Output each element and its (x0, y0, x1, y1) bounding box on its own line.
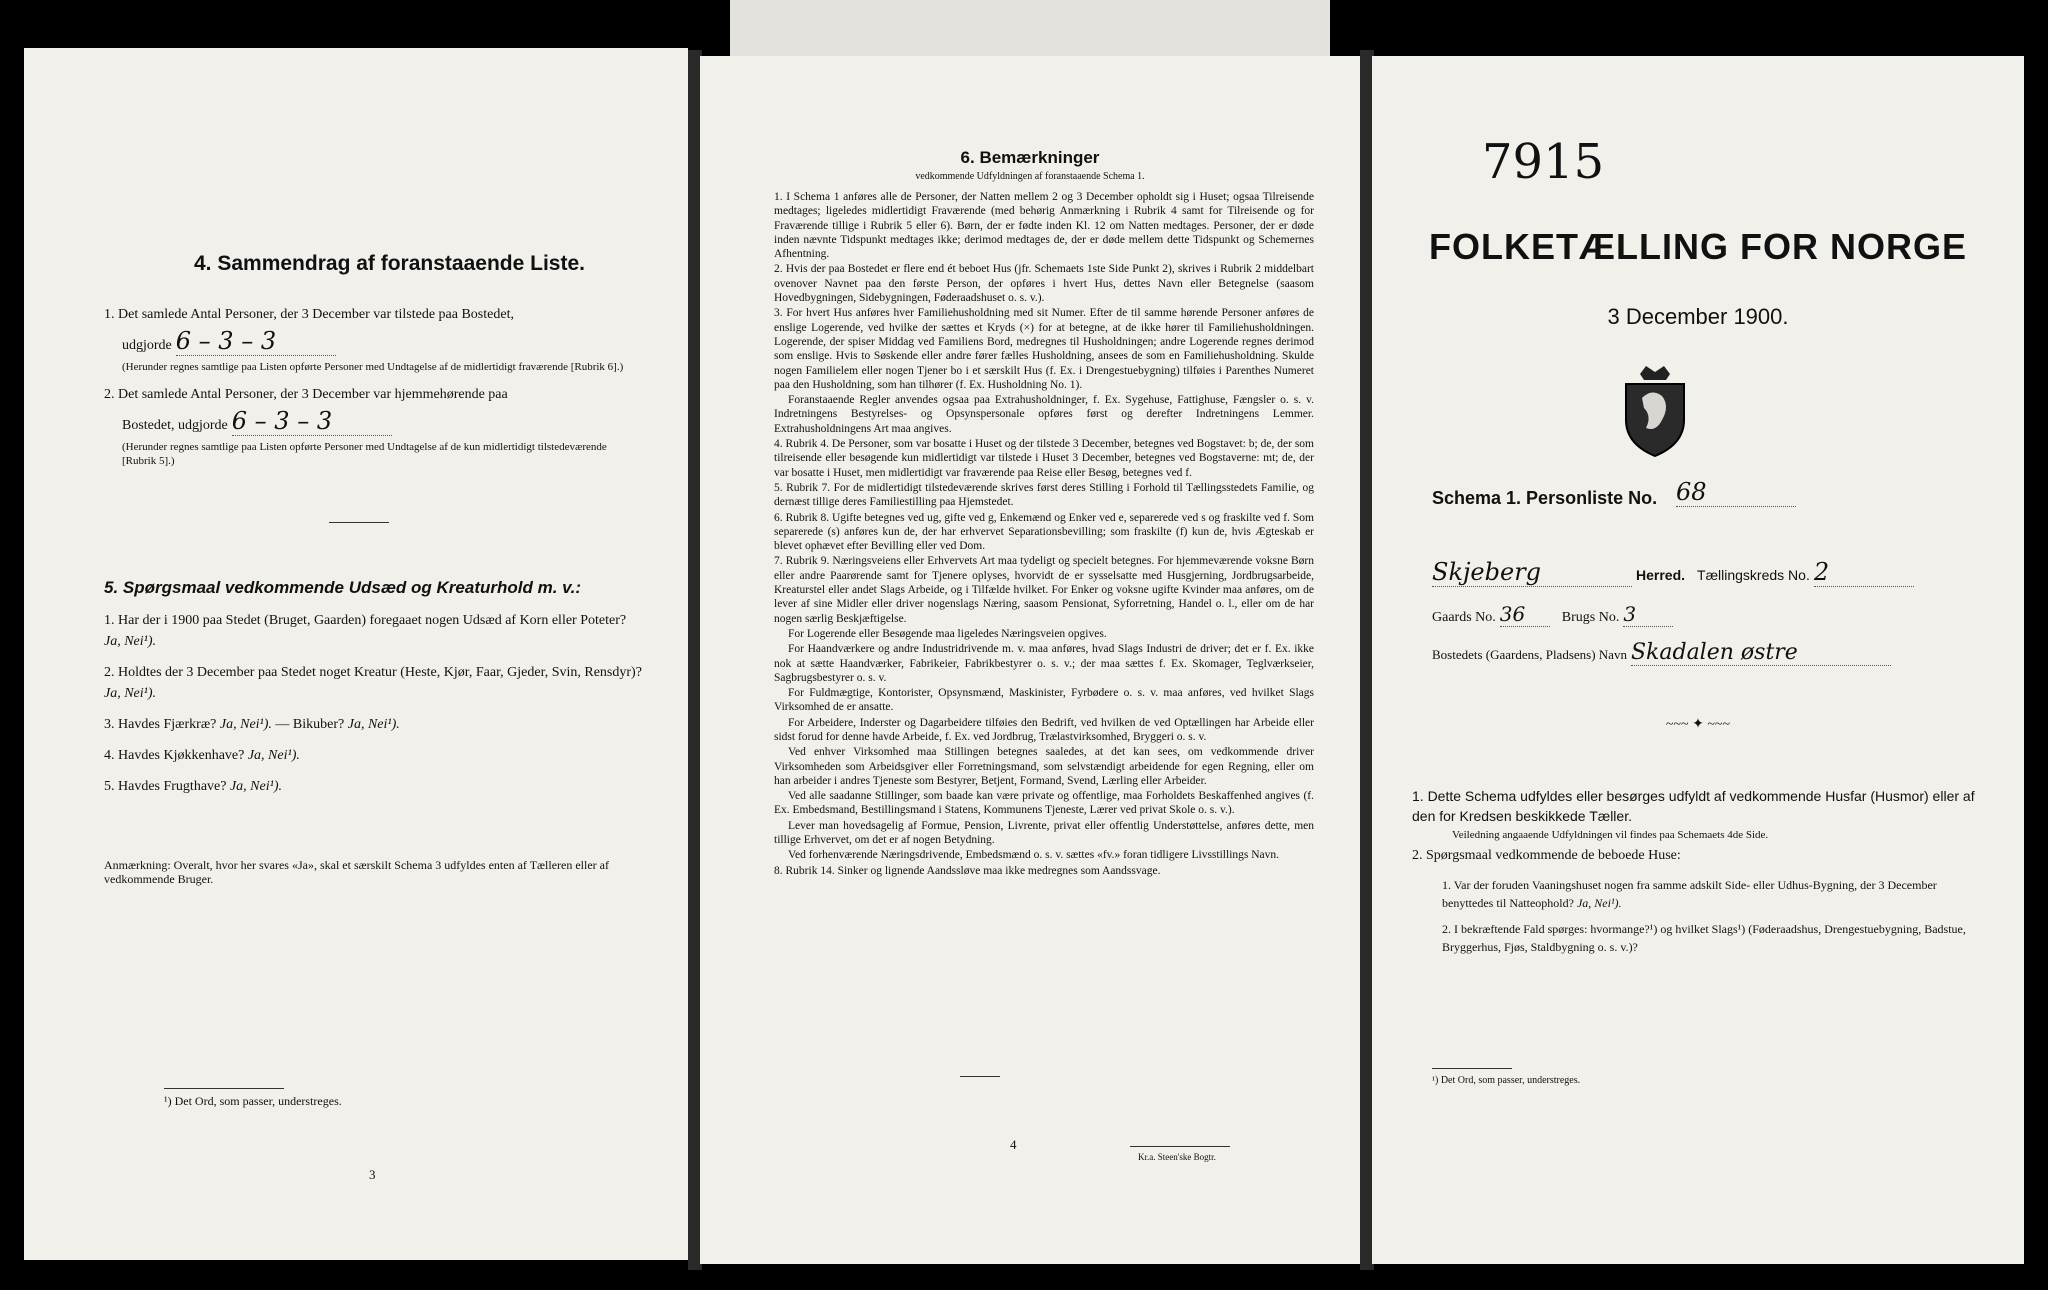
remark-paragraph: For Logerende eller Besøgende maa ligeledes Næringsveien opgives. (788, 627, 1107, 640)
end-rule (960, 1076, 1000, 1077)
gaards-value: 36 (1500, 602, 1550, 627)
printer-mark: Kr.a. Steen'ske Bogtr. (1138, 1152, 1216, 1162)
section-5-questions (104, 610, 644, 807)
question-2-text: 2. Holdtes der 3 December paa Stedet noget Kreatur (Heste, Kjør, Faar, Gjeder, Svin, Rensdyr)? (104, 665, 642, 680)
question-5-text: 5. Havdes Frugthave? (104, 779, 227, 794)
instruction-2-2: 2. I bekræftende Fald spørges: hvormange?¹) og hvilket Slags¹) (Føderaadshus, Drengestuebygning, Badstue, Bryggerhus, Fjøs, Staldbygning o. s. v.)? (1442, 922, 1966, 954)
instruction-1-sub: Veiledning angaaende Udfyldningen vil findes paa Schemaets 4de Side. (1452, 829, 1769, 841)
item-1-value: 6 – 3 – 3 (176, 327, 336, 356)
remark-paragraph: 8. Rubrik 14. Sinker og lignende Aandssløve maa ikke medregnes som Aandssvage. (774, 864, 1161, 877)
footnote-rule (164, 1088, 284, 1089)
remark-paragraph: 5. Rubrik 7. For de midlertidigt tilstedeværende skrives først deres Stilling i Forhold til Tællingsstedets Familie, og dernæst tillige deres Familiestilling paa Hjemstedet. (774, 481, 1314, 509)
handwritten-number: 7915 (1482, 134, 1605, 190)
instructions (1412, 786, 1982, 956)
page-number-4: 4 (1010, 1137, 1017, 1152)
question-2 (104, 662, 644, 704)
question-2-answer: Ja, Nei¹). (104, 686, 157, 701)
item-2-note: (Herunder regnes samtlige paa Listen opførte Personer med Undtagelse af de kun midlertidigt tilstedeværende [Rubrik 5].) (122, 441, 607, 467)
section-5-title: 5. Spørgsmaal vedkommende Udsæd og Kreaturhold m. v.: (104, 578, 582, 597)
question-4-text: 4. Havdes Kjøkkenhave? (104, 748, 245, 763)
page-4 (700, 56, 1360, 1264)
item-1-text: 1. Det samlede Antal Personer, der 3 December var tilstede paa Bostedet, (104, 307, 514, 322)
question-3b-text: — Bikuber? (275, 717, 345, 732)
question-3-answer: Ja, Nei¹). (219, 717, 272, 732)
remark-paragraph: Ved alle saadanne Stillinger, som baade kan være private og offentlige, maa Forholdets Beskaffenhed angives (f. Ex. Embedsmand, Bestillingsmand i Statens, Kommunens Tjeneste, Lærer ved privat Skole o. s. v.). (774, 790, 1314, 817)
page-number-3: 3 (369, 1167, 376, 1182)
question-1 (104, 610, 644, 652)
remark-paragraph: 3. For hvert Hus anføres hver Familiehusholdning med sit Numer. Efter de til samme hørende Personer anføres de enslige Logerende, ved hvilke der sættes et Kryds (×) for at betegne, at de ikke hører til Familiehusholdningen. Logerende, der spiser Middag ved Familiens Bord, medregnes til Husholdningen; andre Logerende regnes derimod som enslige. Hvis to Søskende eller andre fører fælles Husholdning, ansees de som en Familiehusholdning. Skulde nogen Familielem eller nogen Tjener bo i et særskilt Hus (f. Ex. i Drengestuebygning) tilføies i Parenthes Numeret paa den Husholdning, som han tilhører (f. Ex. Husholdning No. 1). (774, 307, 1314, 391)
bosted-value: Skadalen østre (1631, 640, 1891, 666)
kreds-label: Tællingskreds No. (1697, 567, 1810, 583)
footnote: ¹) Det Ord, som passer, understreges. (164, 1094, 342, 1108)
item-2-prefix: Bostedet, udgjorde (122, 418, 228, 433)
instruction-2-1 (1412, 876, 1982, 912)
remark-paragraph: 1. I Schema 1 anføres alle de Personer, der Natten mellem 2 og 3 December opholdt sig i Huset; ogsaa Tilreisende medtages; ligeledes midlertidigt Fraværende (med behørig Anmærkning i Rubrik 4 samt for Tilreisende og for Fraværende tillige i Rubrik 5 eller 6). Børn, der er fødte inden Kl. 12 om Natten medtages. Personer, der er døde inden nævnte Tidspunkt medtages ikke; derimod medtages de, der er døde mellem dette Tidspunkt og Schemernes Afhentning. (774, 191, 1314, 261)
item-1-line (104, 327, 644, 356)
front-page (1372, 56, 2024, 1264)
remark-paragraph: 6. Rubrik 8. Ugifte betegnes ved ug, gifte ved g, Enkemænd og Enker ved e, separerede ved s og fraskilte ved f. Som separerede (s) anføres kun de, der har erhvervet Separationsbevilling; som fraskilte (f) kun de, hvis Ægteskab er blevet ophævet efter Bevilling eller ved Dom. (774, 511, 1314, 553)
footnote-front: ¹) Det Ord, som passer, understreges. (1432, 1075, 1581, 1086)
remark-paragraph: Ved forhenværende Næringsdrivende, Embedsmænd o. s. v. sættes «fv.» foran tidligere Livsstillings Navn. (788, 849, 1280, 862)
remark-paragraph: For Arbeidere, Inderster og Dagarbeidere tilføies den Bedrift, ved hvilken de ved Optællingen har Arbeide eller sidst forud for denne havde Arbeide, f. Ex. ved Jordbrug, Trælastvirksomhed, Bryggeri o. s. v. (774, 716, 1314, 743)
remark-paragraph: For Haandværkere og andre Industridrivende m. v. maa anføres, hvad Slags Industri de driver; det er f. Ex. ikke nok at sætte Haandværker, Fabrikeier, Fabrikbestyrer o. s. v.; der maa sættes f. Ex. Skomager, Teglværkseier, Sagbrugsbestyrer o. s. v. (774, 643, 1314, 684)
section-4-title: 4. Sammendrag af foranstaaende Liste. (194, 252, 585, 275)
question-1-text: 1. Har der i 1900 paa Stedet (Bruget, Gaarden) foregaaet nogen Udsæd af Korn eller Poteter? (104, 613, 627, 628)
remark-paragraph: 4. Rubrik 4. De Personer, som var bosatte i Huset og der tilstede 3 December, betegnes ved Bogstavet: b; de, der som tilreisende eller besøgende kun midlertidigt var tilstede i Huset 3 December, betegnes ved Bogstaverne: mt; de, der var bosatte i Huset, men midlertidigt var fraværende paa Reise eller Besøg, betegnes ved f. (774, 438, 1314, 479)
printer-rule (1130, 1146, 1230, 1147)
gaards-line (1432, 602, 1992, 627)
brugs-value: 3 (1623, 602, 1673, 627)
summary-block (104, 306, 644, 468)
schema-number: 68 (1676, 478, 1796, 507)
herred-line (1432, 558, 1992, 592)
remarks-subtitle: vedkommende Udfyldningen af foranstaaende Schema 1. (915, 171, 1145, 182)
question-5 (104, 776, 644, 797)
remarks-text (774, 190, 1314, 879)
brugs-label: Brugs No. (1561, 610, 1620, 625)
remark-paragraph: For Fuldmægtige, Kontorister, Opsynsmænd, Maskinister, Fyrbødere o. s. v. maa anføres, ved hvilket Slags Virksomhed de er ansatte. (774, 687, 1314, 714)
question-4 (104, 745, 644, 766)
item-1-prefix: udgjorde (122, 338, 172, 353)
instruction-2-1-text: 1. Var der foruden Vaaningshuset nogen fra samme adskilt Side- eller Udhus-Bygning, der 3 December benyttedes til Natteophold? (1442, 878, 1937, 910)
item-2-value: 6 – 3 – 3 (232, 407, 392, 436)
page-3 (24, 48, 688, 1260)
item-2-line (104, 407, 644, 436)
section-divider (329, 522, 389, 523)
schema-label: Schema 1. Personliste No. (1432, 488, 1658, 508)
remark-paragraph: Ved enhver Virksomhed maa Stillingen betegnes saaledes, at det kan sees, om vedkommende driver Virksomheden som Arbeidsgiver eller Forretningsmand, som selvstændigt arbeidende for egen Regning, eller om han arbeider i andres Tjeneste som Bestyrer, Betjent, Formand, Svend, Lærling eller Arbeider. (774, 746, 1314, 787)
remark-paragraph: Foranstaaende Regler anvendes ogsaa paa Extrahusholdninger, f. Ex. Sygehuse, Fattighuse, Fængsler o. s. v. Indretningens Bestyrelses- og Opsynspersonale opføres først og derefter Indretningens Lemmer. Extrahusholdningens Art maa angives. (774, 394, 1314, 435)
coat-of-arms-icon (1618, 362, 1692, 458)
question-3b-answer: Ja, Nei¹). (347, 717, 400, 732)
question-4-answer: Ja, Nei¹). (247, 748, 300, 763)
question-3 (104, 714, 644, 735)
footnote-rule-front (1432, 1068, 1512, 1069)
kreds-value: 2 (1814, 558, 1914, 587)
remarks-title: 6. Bemærkninger (960, 148, 1100, 167)
herred-label: Herred. (1636, 567, 1686, 583)
census-title: FOLKETÆLLING FOR NORGE (1429, 226, 1967, 267)
instruction-1: 1. Dette Schema udfyldes eller besørges udfyldt af vedkommende Husfar (Husmor) eller af den for Kredsen beskikkede Tæller. (1412, 788, 1975, 824)
question-5-answer: Ja, Nei¹). (229, 779, 282, 794)
census-date: 3 December 1900. (1607, 304, 1789, 329)
question-1-answer: Ja, Nei¹). (104, 634, 157, 649)
question-3-text: 3. Havdes Fjærkræ? (104, 717, 217, 732)
instruction-2: 2. Spørgsmaal vedkommende de beboede Huse: (1412, 848, 1681, 863)
bosted-label: Bostedets (Gaardens, Pladsens) Navn (1432, 647, 1627, 662)
rear-sheet-tab (730, 0, 1330, 62)
item-2-text: 2. Det samlede Antal Personer, der 3 December var hjemmehørende paa (104, 387, 508, 402)
remark-paragraph: 7. Rubrik 9. Næringsveiens eller Erhvervets Art maa tydeligt og specielt betegnes. For hjemmeværende voksne Børn eller andre Paarørende samt for Tjenere oplyses, hvorvidt de er sysselsatte med Husgjerning, Jordbrugsarbeide, Kreaturstel eller andet Slags Arbeide, og i Tilfælde hvilket. For Enker og voksne ugifte Kvinder maa anføres, om de lever af sine Midler eller driver nogenslags Næring, saasom Pensionat, Syforretning, Handel o. l., eller om de har nogen særlig Beskjæftigelse. (774, 555, 1314, 625)
remark: Anmærkning: Overalt, hvor her svares «Ja», skal et særskilt Schema 3 udfyldes enten af Tælleren eller af vedkommende Bruger. (104, 858, 609, 886)
ornament: ~~~ ✦ ~~~ (1665, 717, 1731, 732)
remark-paragraph: 2. Hvis der paa Bostedet er flere end ét beboet Hus (jfr. Schemaets 1ste Side Punkt 2), skrives i Rubrik 2 middelbart ovenover Navnet paa den første Person, der opføres i hvert Hus, dettes Navn eller Betegnelse (saasom Hovedbygningen, Sidebygningen, Føderaadshuset o. s. v.). (774, 263, 1314, 305)
item-1-note: (Herunder regnes samtlige paa Listen opførte Personer med Undtagelse af de midlertidigt fraværende [Rubrik 6].) (122, 361, 624, 373)
remark-paragraph: Lever man hovedsagelig af Formue, Pension, Livrente, privat eller offentlig Understøttelse, anføres dette, men tillige Erhvervet, om det er af nogen Betydning. (774, 819, 1314, 847)
gaards-label: Gaards No. (1432, 610, 1496, 625)
instruction-2-1-answer: Ja, Nei¹). (1576, 896, 1622, 910)
bosted-line (1432, 640, 2012, 666)
herred-value: Skjeberg (1432, 558, 1632, 587)
